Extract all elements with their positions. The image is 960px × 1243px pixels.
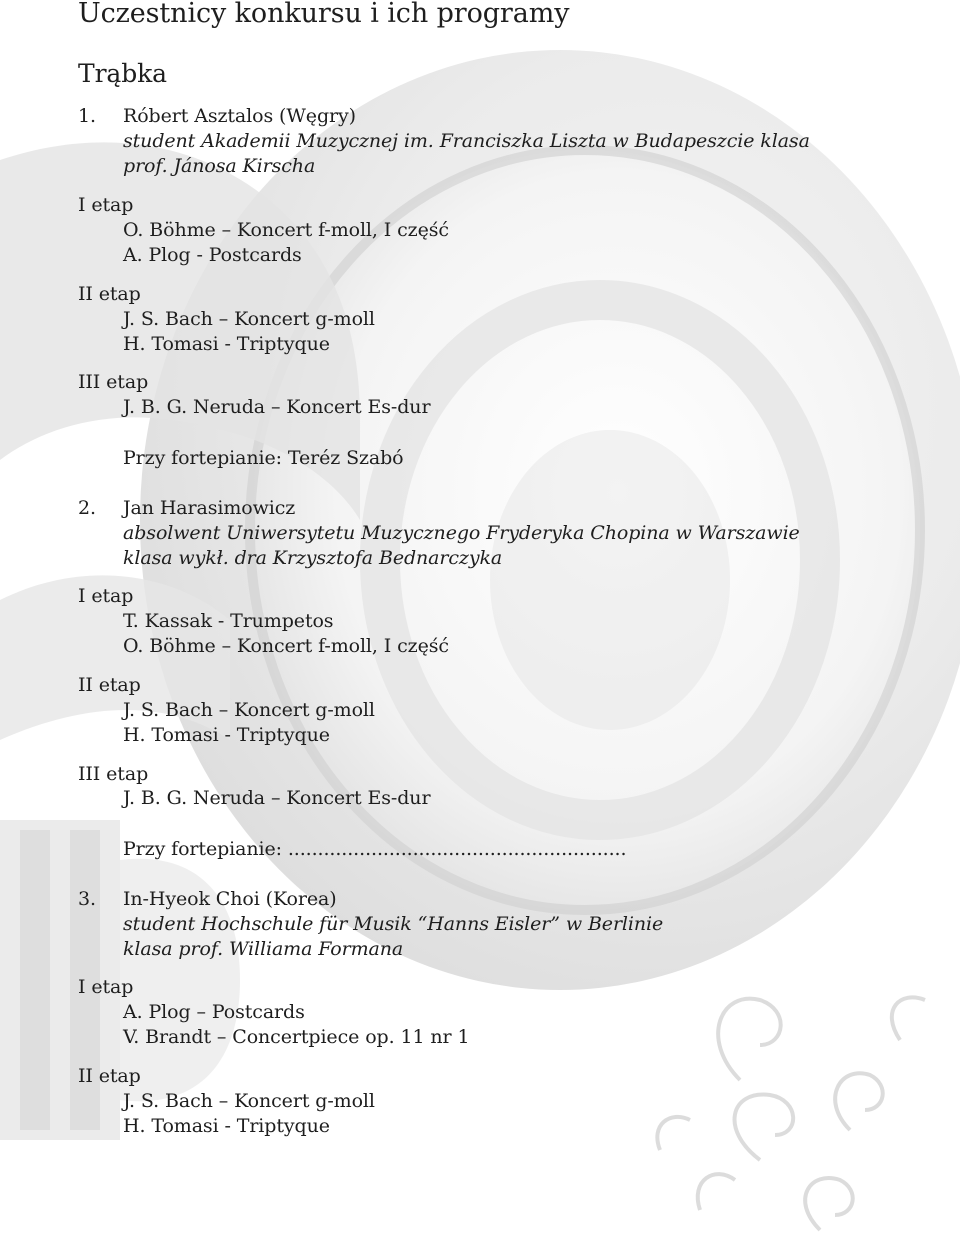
piece: J. S. Bach – Koncert g-moll bbox=[123, 308, 375, 330]
accompanist: Przy fortepianie: ......................................................... bbox=[123, 838, 627, 860]
stage-label: I etap bbox=[78, 194, 134, 216]
participant-institution-line: student Hochschule für Musik “Hanns Eisler” w Berlinie bbox=[123, 913, 664, 935]
stage-label: II etap bbox=[78, 1065, 141, 1087]
stage-label: II etap bbox=[78, 674, 141, 696]
participant-number: 2. bbox=[78, 497, 96, 519]
participant-institution-line: student Akademii Muzycznej im. Franciszka Liszta w Budapeszcie klasa bbox=[123, 130, 810, 152]
piece: A. Plog - Postcards bbox=[123, 244, 302, 266]
piece: H. Tomasi - Triptyque bbox=[123, 1115, 330, 1137]
piece: J. B. G. Neruda – Koncert Es-dur bbox=[123, 396, 431, 418]
piece: J. S. Bach – Koncert g-moll bbox=[123, 699, 375, 721]
participant-name: Róbert Asztalos (Węgry) bbox=[123, 105, 356, 127]
participant-institution-line: absolwent Uniwersytetu Muzycznego Fryderyka Chopina w Warszawie bbox=[123, 522, 800, 544]
piece: O. Böhme – Koncert f-moll, I część bbox=[123, 219, 449, 241]
participant-name: In-Hyeok Choi (Korea) bbox=[123, 888, 337, 910]
stage-label: I etap bbox=[78, 976, 134, 998]
section-heading: Trąbka bbox=[78, 59, 167, 88]
stage-label: I etap bbox=[78, 585, 134, 607]
participant-institution-line: klasa wykł. dra Krzysztofa Bednarczyka bbox=[123, 547, 503, 569]
stage-label: III etap bbox=[78, 371, 149, 393]
participant-number: 3. bbox=[78, 888, 96, 910]
page-title: Uczestnicy konkursu i ich programy bbox=[78, 0, 570, 29]
participant-institution-line: klasa prof. Williama Formana bbox=[123, 938, 404, 960]
piece: O. Böhme – Koncert f-moll, I część bbox=[123, 635, 449, 657]
piece: J. B. G. Neruda – Koncert Es-dur bbox=[123, 787, 431, 809]
piece: A. Plog – Postcards bbox=[123, 1001, 305, 1023]
participant-name: Jan Harasimowicz bbox=[123, 497, 296, 519]
piece: T. Kassak - Trumpetos bbox=[123, 610, 334, 632]
participant-institution-line: prof. Jánosa Kirscha bbox=[123, 155, 316, 177]
piece: V. Brandt – Concertpiece op. 11 nr 1 bbox=[123, 1026, 470, 1048]
stage-label: III etap bbox=[78, 763, 149, 785]
stage-label: II etap bbox=[78, 283, 141, 305]
piece: H. Tomasi - Triptyque bbox=[123, 333, 330, 355]
piece: H. Tomasi - Triptyque bbox=[123, 724, 330, 746]
piece: J. S. Bach – Koncert g-moll bbox=[123, 1090, 375, 1112]
accompanist: Przy fortepianie: Teréz Szabó bbox=[123, 447, 404, 469]
participant-number: 1. bbox=[78, 105, 96, 127]
